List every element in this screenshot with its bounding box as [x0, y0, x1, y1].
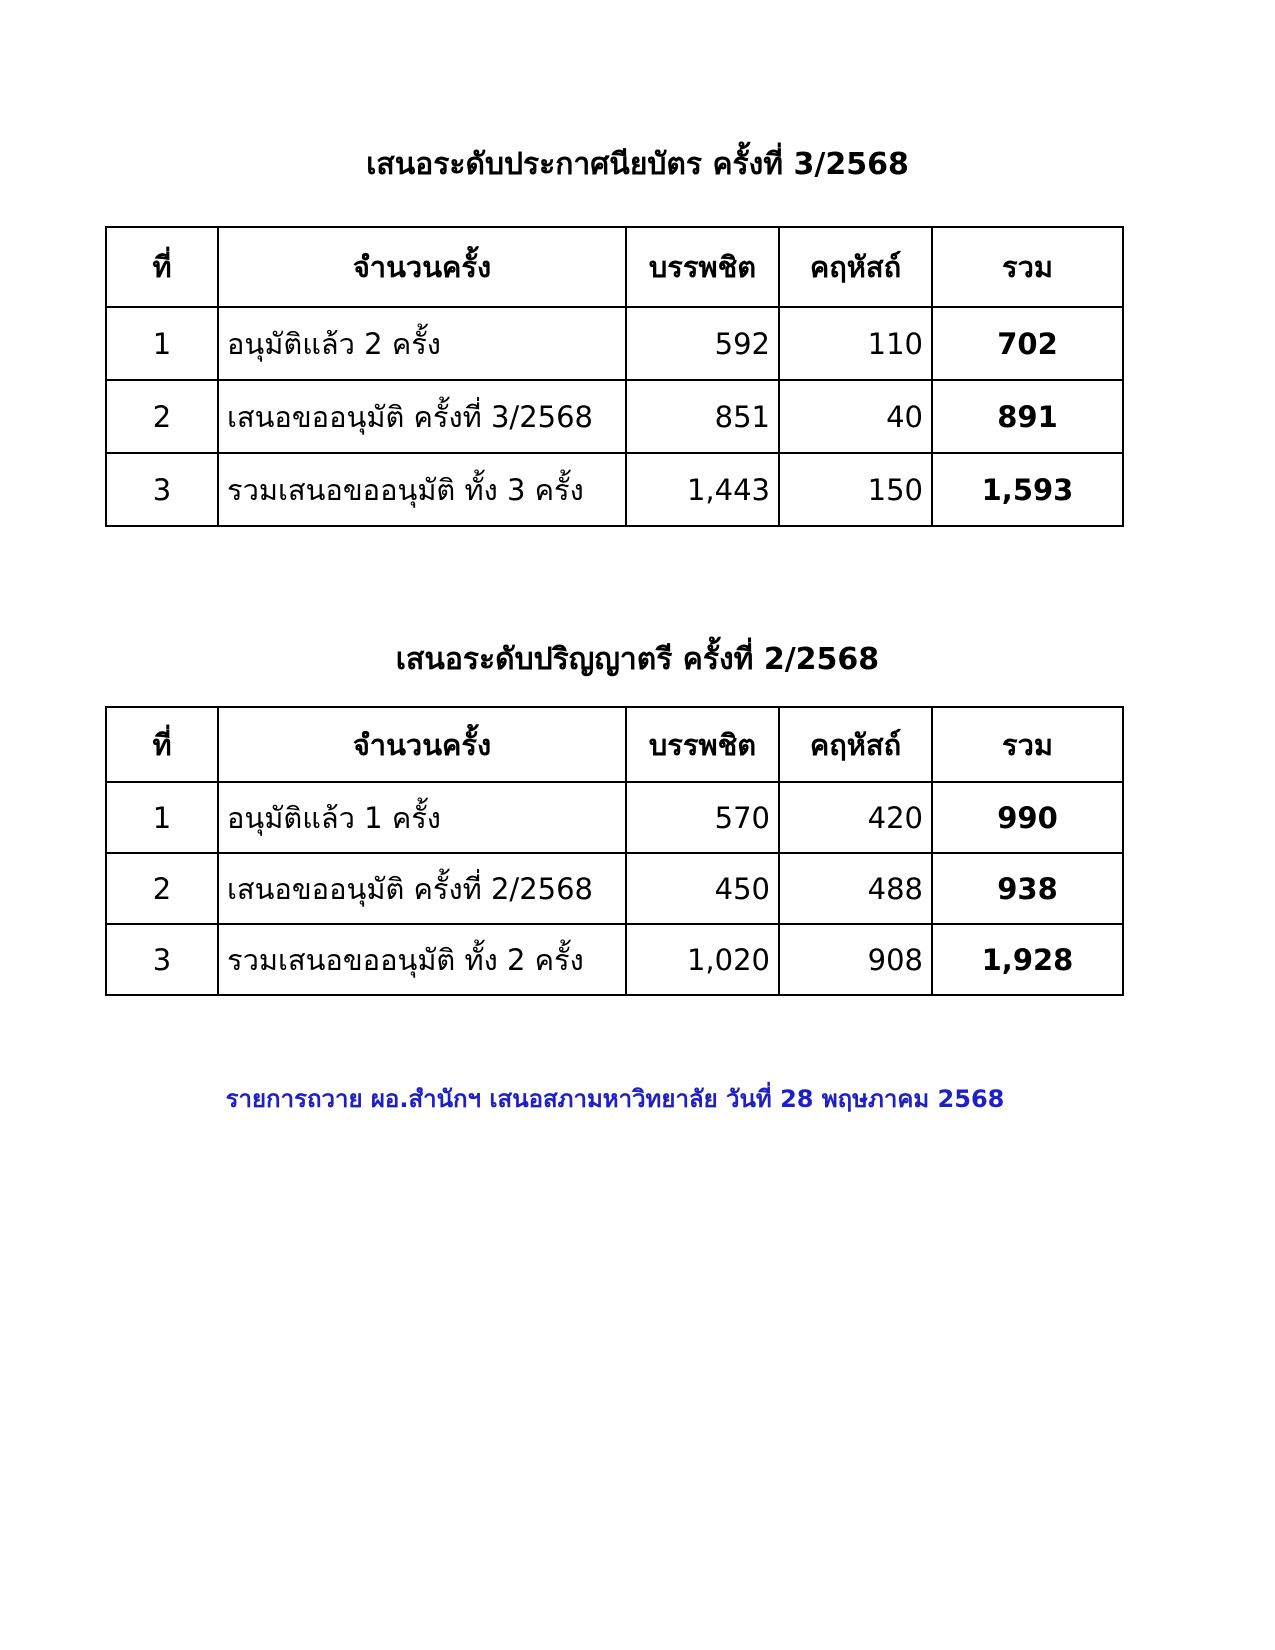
table-row [106, 380, 1123, 453]
cell-no: 2 [106, 380, 218, 453]
table-row [106, 307, 1123, 380]
cell-total: 1,928 [932, 924, 1123, 995]
cell-monk: 1,020 [626, 924, 779, 995]
cell-monk: 592 [626, 307, 779, 380]
cell-monk: 1,443 [626, 453, 779, 526]
section-title-certificate: เสนอระดับประกาศนียบัตร ครั้งที่ 3/2568 [366, 147, 909, 182]
cell-desc: เสนอขออนุมัติ ครั้งที่ 3/2568 [218, 380, 626, 453]
cell-lay: 908 [779, 924, 932, 995]
header-desc: จำนวนครั้ง [218, 227, 626, 307]
cell-no: 3 [106, 453, 218, 526]
table-row [106, 453, 1123, 526]
cell-monk: 450 [626, 853, 779, 924]
section-title-bachelor: เสนอระดับปริญญาตรี ครั้งที่ 2/2568 [395, 642, 880, 677]
cell-monk: 851 [626, 380, 779, 453]
cell-no: 2 [106, 853, 218, 924]
cell-desc: อนุมัติแล้ว 1 ครั้ง [218, 782, 626, 853]
header-monk: บรรพชิต [626, 707, 779, 782]
table-header-row [106, 227, 1123, 307]
cell-total: 702 [932, 307, 1123, 380]
bachelor-table [105, 706, 1124, 996]
cell-total: 891 [932, 380, 1123, 453]
cell-total: 1,593 [932, 453, 1123, 526]
cell-desc: อนุมัติแล้ว 2 ครั้ง [218, 307, 626, 380]
table-row [106, 853, 1123, 924]
cell-desc: รวมเสนอขออนุมัติ ทั้ง 3 ครั้ง [218, 453, 626, 526]
cell-total: 990 [932, 782, 1123, 853]
cell-lay: 420 [779, 782, 932, 853]
header-lay: คฤหัสถ์ [779, 707, 932, 782]
cell-no: 3 [106, 924, 218, 995]
cell-lay: 488 [779, 853, 932, 924]
table-row [106, 924, 1123, 995]
table-header-row [106, 707, 1123, 782]
header-no: ที่ [106, 227, 218, 307]
certificate-table [105, 226, 1124, 527]
cell-desc: เสนอขออนุมัติ ครั้งที่ 2/2568 [218, 853, 626, 924]
header-desc: จำนวนครั้ง [218, 707, 626, 782]
cell-monk: 570 [626, 782, 779, 853]
cell-no: 1 [106, 782, 218, 853]
cell-lay: 40 [779, 380, 932, 453]
cell-lay: 150 [779, 453, 932, 526]
cell-lay: 110 [779, 307, 932, 380]
cell-desc: รวมเสนอขออนุมัติ ทั้ง 2 ครั้ง [218, 924, 626, 995]
header-no: ที่ [106, 707, 218, 782]
header-total: รวม [932, 707, 1123, 782]
header-total: รวม [932, 227, 1123, 307]
header-monk: บรรพชิต [626, 227, 779, 307]
cell-total: 938 [932, 853, 1123, 924]
table-row [106, 782, 1123, 853]
cell-no: 1 [106, 307, 218, 380]
header-lay: คฤหัสถ์ [779, 227, 932, 307]
footer-note: รายการถวาย ผอ.สำนักฯ เสนอสภามหาวิทยาลัย วันที่ 28 พฤษภาคม 2568 [225, 1085, 1005, 1113]
